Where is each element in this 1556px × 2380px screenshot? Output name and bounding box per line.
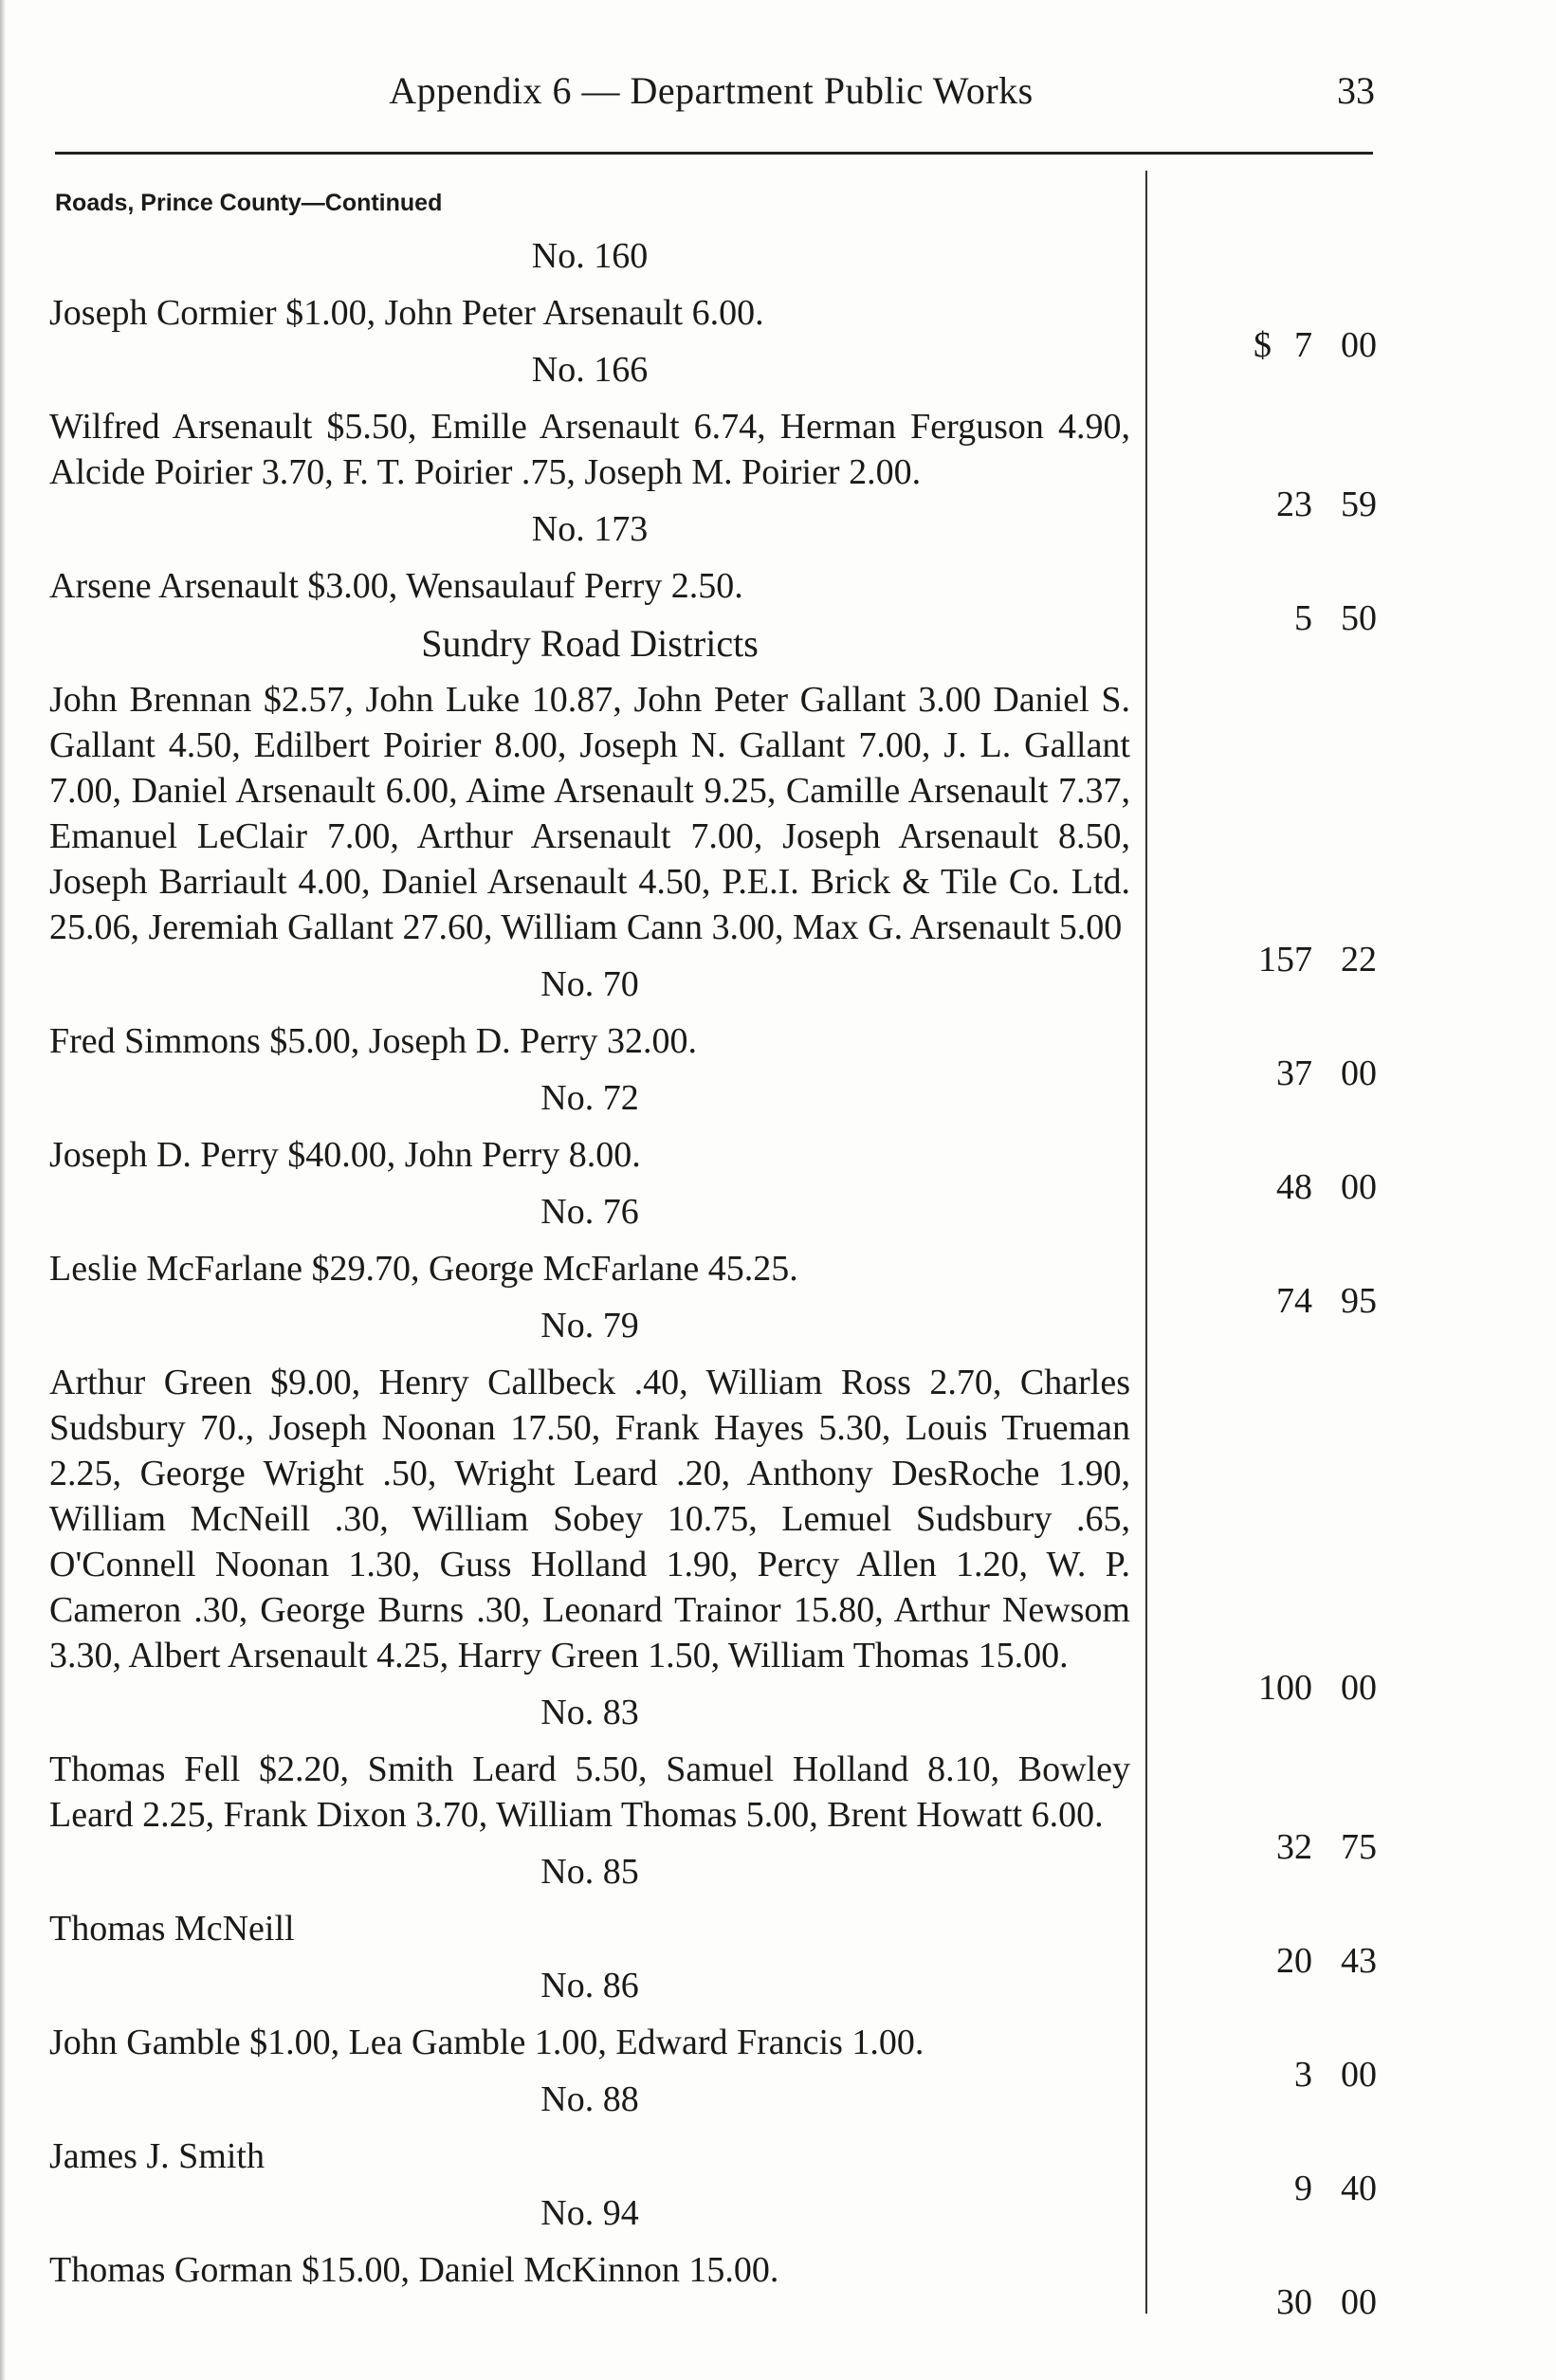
amount-cents: 40 (1341, 2169, 1377, 2208)
amount-cents: 00 (1341, 325, 1377, 365)
ledger-entry (49, 349, 1377, 524)
entry-text: Thomas McNeill (49, 1909, 295, 1949)
amount-dollars: 23 (1276, 485, 1312, 524)
entry-text: Joseph D. Perry $40.00, John Perry 8.00. (49, 1135, 641, 1175)
amount-dollars: 7 (1294, 325, 1312, 365)
entry-heading: No. 70 (540, 964, 639, 1004)
entry-heading: No. 94 (540, 2193, 639, 2233)
ledger-entry (49, 622, 1377, 979)
entry-heading: No. 72 (540, 1078, 639, 1118)
amount-dollars: 157 (1258, 940, 1312, 979)
entry-text: Thomas Fell $2.20, Smith Leard 5.50, Samuel Holland 8.10, Bowley Leard 2.25, Frank Dixon 3.70, William Thomas 5.00, Brent Howatt 6.00. (49, 1749, 1130, 1835)
amount-dollars: 48 (1276, 1167, 1312, 1207)
entry-text: John Gamble $1.00, Lea Gamble 1.00, Edward Francis 1.00. (49, 2023, 924, 2062)
amount-cents: 95 (1341, 1281, 1377, 1321)
entry-text: Fred Simmons $5.00, Joseph D. Perry 32.00. (49, 1021, 697, 1061)
amount-cents: 00 (1341, 1167, 1377, 1207)
entry-text: John Brennan $2.57, John Luke 10.87, John Peter Gallant 3.00 Daniel S. Gallant 4.50, Edilbert Poirier 8.00, Joseph N. Gallant 7.00, J. L. Gallant 7.00, Daniel Arsenault 6.00, Aime Arsenault 9.25, Camille Arsenault 7.37, Emanuel LeClair 7.00, Arthur Arsenault 7.00, Joseph Arsenault 8.50, Joseph Barriault 4.00, Daniel Arsenault 4.50, P.E.I. Brick & Tile Co. Ltd. 25.06, Jeremiah Gallant 27.60, William Cann 3.00, Max G. Arsenault 5.00 (49, 680, 1130, 947)
entry-text: Leslie McFarlane $29.70, George McFarlane 45.25. (49, 1249, 798, 1289)
entry-text: Arsene Arsenault $3.00, Wensaulauf Perry 2.50. (49, 566, 743, 606)
entry-heading: No. 85 (540, 1852, 639, 1892)
running-title: Appendix 6 — Department Public Works (389, 69, 1034, 112)
amount-dollars: 9 (1294, 2169, 1312, 2208)
entry-text: James J. Smith (49, 2136, 265, 2176)
ledger-entry (49, 508, 1377, 638)
entry-text: Joseph Cormier $1.00, John Peter Arsenault 6.00. (49, 293, 764, 333)
amount-cents: 00 (1341, 2055, 1377, 2095)
entry-text: Thomas Gorman $15.00, Daniel McKinnon 15.00. (49, 2250, 779, 2290)
amount-dollars: 20 (1276, 1941, 1312, 1981)
entry-heading: No. 86 (540, 1966, 639, 2005)
page-number: 33 (1337, 69, 1375, 112)
entry-heading: No. 173 (531, 509, 649, 549)
entries-list (49, 235, 1377, 2322)
header-rule (55, 152, 1373, 155)
page-header (57, 68, 1375, 125)
amount-cents: 22 (1341, 940, 1377, 979)
entry-text: Wilfred Arsenault $5.50, Emille Arsenault 6.74, Herman Ferguson 4.90, Alcide Poirier 3.70, F. T. Poirier .75, Joseph M. Poirier 2.00. (49, 407, 1130, 492)
amount-cents: 75 (1341, 1827, 1377, 1867)
entry-heading: No. 76 (540, 1192, 639, 1232)
amount-dollars: 32 (1276, 1827, 1312, 1867)
ledger-entry (49, 1851, 1377, 1981)
amount-dollars: 74 (1276, 1281, 1312, 1321)
entry-heading: No. 160 (531, 236, 649, 276)
entry-heading: No. 166 (531, 350, 649, 390)
section-subheading: Roads, Prince County—Continued (55, 190, 443, 216)
amount-cents: 50 (1341, 598, 1377, 638)
amount-column-rule (1145, 171, 1147, 2314)
ledger-entry (49, 1965, 1377, 2095)
ledger-entry (49, 1692, 1377, 1867)
amount-dollars: 3 (1294, 2055, 1312, 2095)
currency-sign: $ (1254, 325, 1272, 365)
amount-cents: 00 (1341, 1668, 1377, 1708)
ledger-entry (49, 963, 1377, 1093)
amount-dollars: 37 (1276, 1053, 1312, 1093)
ledger-entry (49, 235, 1377, 365)
ledger-entry (49, 2078, 1377, 2208)
amount-cents: 00 (1341, 1053, 1377, 1093)
ledger-entry (49, 1305, 1377, 1708)
ledger-entry (49, 1191, 1377, 1321)
entry-text: Arthur Green $9.00, Henry Callbeck .40, William Ross 2.70, Charles Sudsbury 70., Joseph Noonan 17.50, Frank Hayes 5.30, Louis Trueman 2.25, George Wright .50, Wright Leard .20, Anthony DesRoche 1.90, William McNeill .30, William Sobey 10.75, Lemuel Sudsbury .65, O'Connell Noonan 1.30, Guss Holland 1.90, Percy Allen 1.20, W. P. Cameron .30, George Burns .30, Leonard Trainor 15.80, Arthur Newsom 3.30, Albert Arsenault 4.25, Harry Green 1.50, William Thomas 15.00. (49, 1363, 1130, 1675)
entry-heading: No. 88 (540, 2079, 639, 2119)
amount-cents: 00 (1341, 2282, 1377, 2322)
entry-heading: No. 79 (540, 1306, 639, 1346)
entry-heading: Sundry Road Districts (421, 622, 759, 665)
amount-dollars: 5 (1294, 598, 1312, 638)
amount-dollars: 100 (1258, 1668, 1312, 1708)
amount-dollars: 30 (1276, 2282, 1312, 2322)
ledger-entry (49, 2192, 1377, 2322)
entry-heading: No. 83 (540, 1693, 639, 1732)
amount-cents: 43 (1341, 1941, 1377, 1981)
ledger-entry (49, 1077, 1377, 1207)
amount-cents: 59 (1341, 485, 1377, 524)
binding-shadow (0, 0, 6, 2380)
